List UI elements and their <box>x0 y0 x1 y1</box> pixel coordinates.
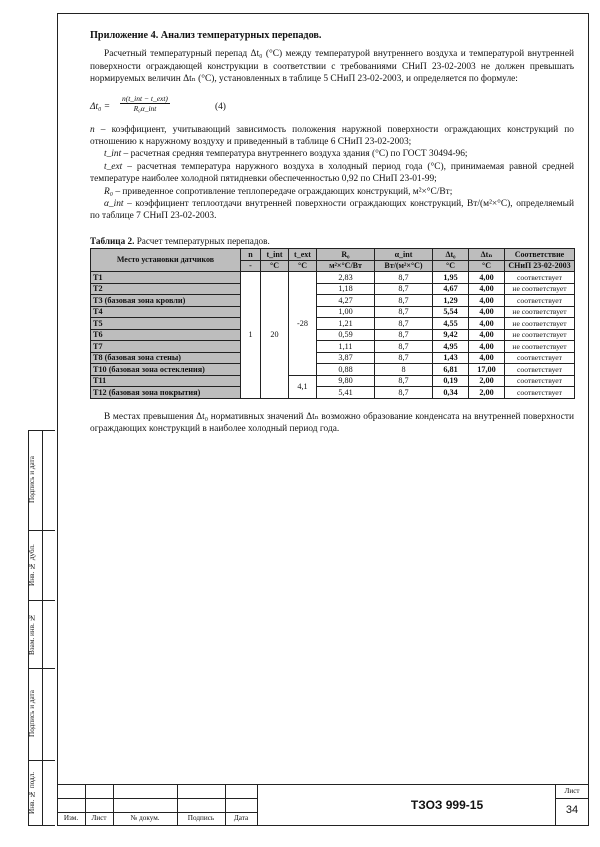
cell-conformity: соответствует <box>505 295 575 307</box>
side-stamp <box>28 430 55 826</box>
unit-dt0: °С <box>433 260 469 272</box>
header-text: t_ext <box>289 249 317 261</box>
cell-aint: 8 <box>375 364 433 376</box>
cell-conformity: не соответствует <box>505 283 575 295</box>
cell-conformity: не соответствует <box>505 306 575 318</box>
tb-col-label: № докум. <box>130 814 160 822</box>
header-conformity-sub: СНиП 23-02-2003 <box>505 260 575 272</box>
cell-dt0: 9,42 <box>433 329 469 341</box>
table-row <box>91 272 575 284</box>
unit-tint: °С <box>261 260 289 272</box>
header-aint: α_int <box>375 249 433 261</box>
cell-place: Т4 <box>91 306 241 318</box>
cell-aint: 8,7 <box>375 283 433 295</box>
side-label: Подпись и дата <box>28 456 36 504</box>
unit-r0: м²×°С/Вт <box>317 260 375 272</box>
cell-dt0: 5,54 <box>433 306 469 318</box>
header-conformity: Соответствие <box>505 249 575 261</box>
definition-item: t_int – расчетная средняя температура внутреннего воздуха здания (°С) по ГОСТ 30494-96; <box>104 149 468 160</box>
table-row <box>91 341 575 353</box>
table-row <box>91 318 575 330</box>
cell-place: Т11 <box>91 375 241 387</box>
header-r0: R₀ <box>317 249 375 261</box>
unit-text: °С <box>289 260 317 272</box>
cell-dt0: 4,67 <box>433 283 469 295</box>
cell-dtn: 4,00 <box>469 329 505 341</box>
cell-dt0: 1,29 <box>433 295 469 307</box>
formula-numerator: n(t_int − t_ext) <box>120 94 170 104</box>
tb-col-label: Изм. <box>63 814 79 822</box>
cell-place: Т12 (базовая зона покрытия) <box>91 387 241 399</box>
cell-r0: 5,41 <box>317 387 375 399</box>
title-block <box>57 784 589 826</box>
table-row <box>91 375 575 387</box>
cell-dtn: 4,00 <box>469 306 505 318</box>
cell-aint: 8,7 <box>375 352 433 364</box>
cell-aint: 8,7 <box>375 387 433 399</box>
cell-dt0: 1,43 <box>433 352 469 364</box>
cell-dt0: 1,95 <box>433 272 469 284</box>
cell-place: Т1 <box>91 272 241 284</box>
cell-dt0: 4,55 <box>433 318 469 330</box>
cell-conformity: соответствует <box>505 352 575 364</box>
document-number: ТЗОЗ 999-15 <box>410 798 484 812</box>
cell-r0: 1,00 <box>317 306 375 318</box>
cell-dt0: 4,95 <box>433 341 469 353</box>
conclusion-paragraph: В местах превышения Δt₀ нормативных значений Δtₙ возможно образование конденсата на внутренней поверхности ограждающих конструкций в наиболее холодный период года. <box>90 411 574 435</box>
cell-r0: 0,59 <box>317 329 375 341</box>
cell-dtn: 4,00 <box>469 283 505 295</box>
page-title: Приложение 4. Анализ температурных перепадов. <box>90 30 322 41</box>
formula-lhs: Δt₀ = <box>90 101 111 112</box>
header-place: Место установки датчиков <box>91 249 241 272</box>
cell-place: Т8 (базовая зона стены) <box>91 352 241 364</box>
header-dt0: Δt₀ <box>433 249 469 261</box>
cell-r0: 9,80 <box>317 375 375 387</box>
cell-conformity: соответствует <box>505 272 575 284</box>
cell-aint: 8,7 <box>375 318 433 330</box>
cell-dt0: 6,81 <box>433 364 469 376</box>
formula-denominator: R₀α_int <box>133 103 157 113</box>
side-label: Инв. № дубл. <box>28 544 36 586</box>
header-dtn: Δtₙ <box>469 249 505 261</box>
table-row <box>91 387 575 399</box>
definition-item: R₀ – приведенное сопротивление теплопередаче ограждающих конструкций, м²×°С/Вт; <box>104 186 453 197</box>
tb-col-label: Подпись <box>187 814 215 822</box>
cell-place: Т5 <box>91 318 241 330</box>
tb-col-label: Дата <box>233 814 249 822</box>
cell-conformity: не соответствует <box>505 329 575 341</box>
header-tint: t_int <box>261 249 289 261</box>
cell-dtn: 2,00 <box>469 375 505 387</box>
cell-dtn: 4,00 <box>469 318 505 330</box>
definition-item: t_ext – расчетная температура наружного воздуха в холодный период года (°С), принимаемая равной средней температуре наиболее холодной пятидневки обеспеченностью 0,92 по СНиП 23-01-99; <box>90 161 574 185</box>
cell-conformity: соответствует <box>505 375 575 387</box>
sheet-number: 34 <box>565 804 579 816</box>
cell-place: Т6 <box>91 329 241 341</box>
table-body <box>91 272 575 399</box>
table-row <box>91 283 575 295</box>
cell-aint: 8,7 <box>375 295 433 307</box>
cell-dtn: 4,00 <box>469 352 505 364</box>
cell-dtn: 4,00 <box>469 295 505 307</box>
table-caption: Таблица 2. Расчет температурных перепадов. <box>90 235 270 246</box>
cell-conformity: не соответствует <box>505 318 575 330</box>
cell-tint: 20 <box>261 272 289 399</box>
definition-item: n – коэффициент, учитывающий зависимость положения наружной поверхности ограждающих конструкций по отношению к наружному воздуху и приведенный в таблице 6 СНиП 23-02-2003; <box>90 124 574 148</box>
cell-dtn: 17,00 <box>469 364 505 376</box>
cell-conformity: соответствует <box>505 364 575 376</box>
cell-dt0: 0,19 <box>433 375 469 387</box>
formula <box>90 94 574 118</box>
formula-number: (4) <box>215 101 226 112</box>
unit-aint: Вт/(м²×°С) <box>375 260 433 272</box>
cell-dtn: 2,00 <box>469 387 505 399</box>
table-row <box>91 364 575 376</box>
side-label: Инв. № подл. <box>28 771 36 815</box>
tb-col-label: Лист <box>91 814 107 822</box>
cell-aint: 8,7 <box>375 306 433 318</box>
cell-r0: 0,88 <box>317 364 375 376</box>
cell-aint: 8,7 <box>375 272 433 284</box>
cell-aint: 8,7 <box>375 329 433 341</box>
unit-n: - <box>241 260 261 272</box>
side-label: Взам. инв. № <box>28 613 36 655</box>
formula-fraction <box>120 94 170 113</box>
header-n: n <box>241 249 261 261</box>
table-row <box>91 352 575 364</box>
cell-dtn: 4,00 <box>469 272 505 284</box>
sheet-label: Лист <box>564 787 580 795</box>
side-label: Подпись и дата <box>28 690 36 738</box>
table-row <box>91 306 575 318</box>
cell-n: 1 <box>241 272 261 399</box>
cell-place: Т3 (базовая зона кровли) <box>91 295 241 307</box>
unit-dtn: °С <box>469 260 505 272</box>
cell-r0: 1,11 <box>317 341 375 353</box>
cell-r0: 1,18 <box>317 283 375 295</box>
cell-r0: 3,87 <box>317 352 375 364</box>
cell-r0: 4,27 <box>317 295 375 307</box>
cell-conformity: не соответствует <box>505 341 575 353</box>
cell-dt0: 0,34 <box>433 387 469 399</box>
cell-place: Т7 <box>91 341 241 353</box>
definitions-list <box>90 124 574 223</box>
cell-conformity: соответствует <box>505 387 575 399</box>
cell-place: Т2 <box>91 283 241 295</box>
cell-aint: 8,7 <box>375 375 433 387</box>
cell-aint: 8,7 <box>375 341 433 353</box>
cell-text: -28 <box>289 272 317 376</box>
definition-item: α_int – коэффициент теплоотдачи внутренней поверхности ограждающих конструкций, Вт/(м²×°С), определяемый по таблице 7 СНиП 23-02-2003. <box>90 199 574 222</box>
cell-r0: 2,83 <box>317 272 375 284</box>
temperature-table <box>90 248 575 399</box>
cell-place: Т10 (базовая зона остекления) <box>91 364 241 376</box>
intro-paragraph: Расчетный температурный перепад Δt₀ (°С) между температурой внутреннего воздуха и температурой внутренней поверхности ограждающей конструкции в соответствии с требованиями СНиП 23-02-2003 не должен превышать нормируемых величин Δtₙ (°С), установленных в таблице 5 СНиП 23-02-2003, и определяется по формуле: <box>90 49 574 85</box>
table-row <box>91 329 575 341</box>
cell-r0: 1,21 <box>317 318 375 330</box>
document-body <box>90 30 574 436</box>
cell-dtn: 4,00 <box>469 341 505 353</box>
cell-text: 4,1 <box>289 375 317 398</box>
table-row <box>91 295 575 307</box>
